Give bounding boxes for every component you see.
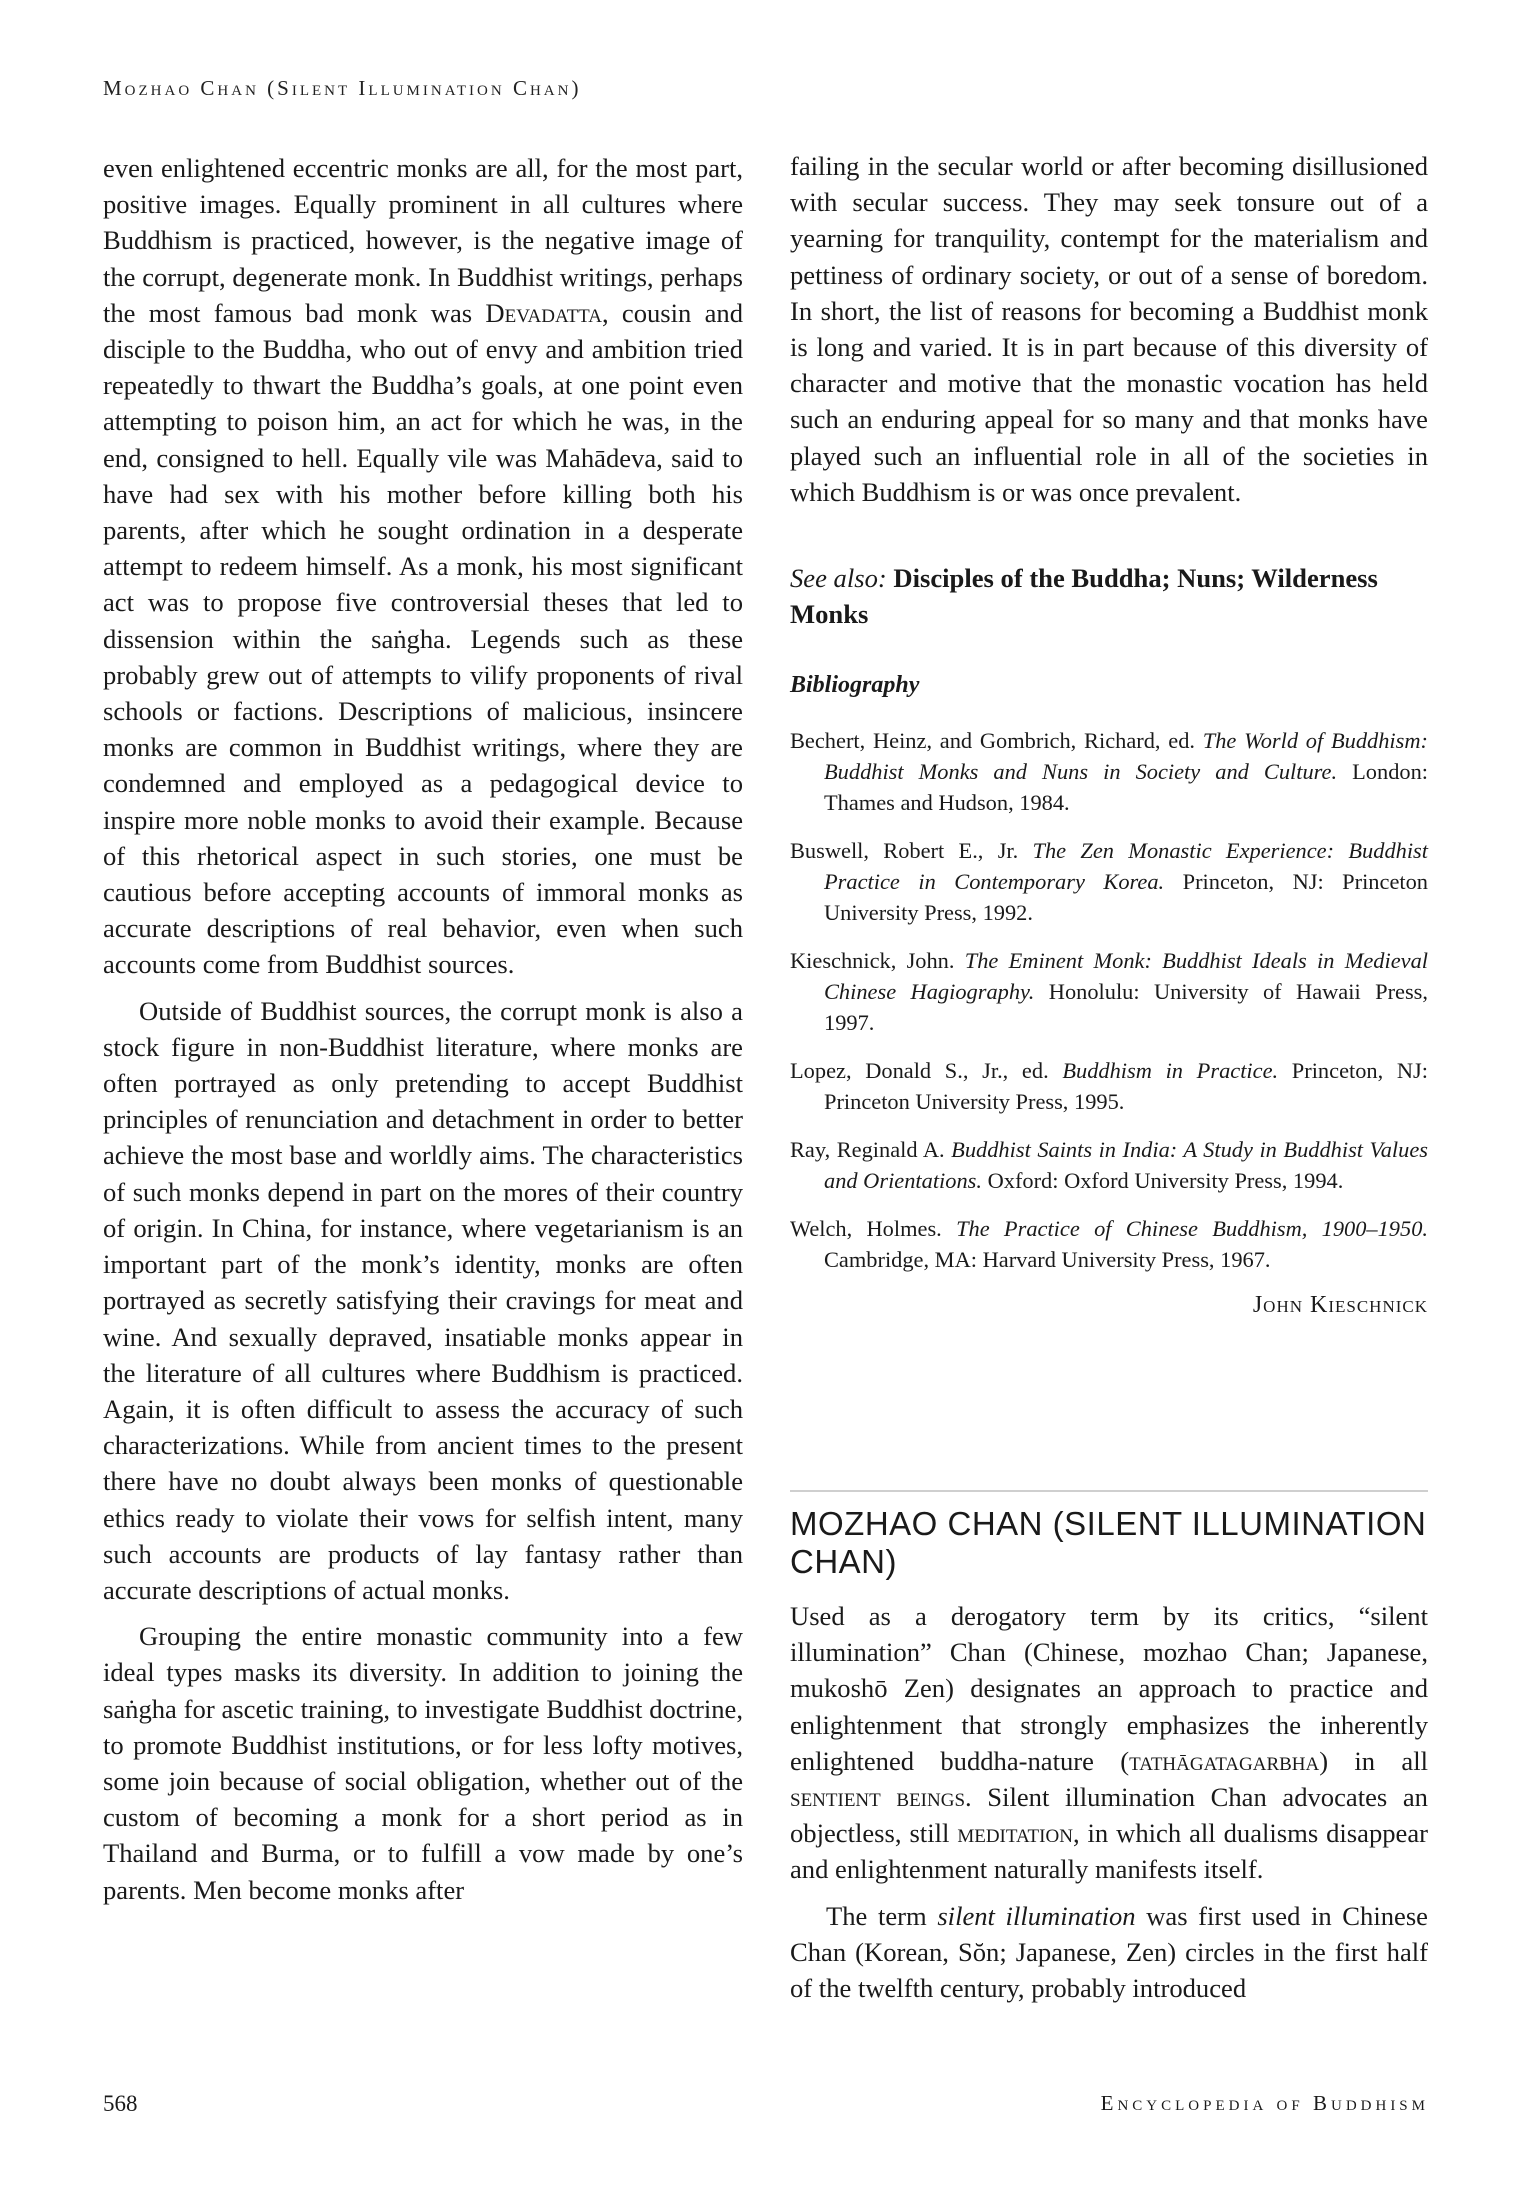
author-signature: John Kieschnick	[1252, 1292, 1428, 1319]
running-head: Mozhao Chan (Silent Illumination Chan)	[103, 76, 582, 100]
book-title: Encyclopedia of Buddhism	[1100, 2091, 1429, 2115]
cross-reference-link[interactable]: sentient beings	[790, 1782, 966, 1813]
right-column	[790, 148, 1428, 1319]
body-paragraph: The term silent illumination was first used in Chinese Chan (Korean, Sŏn; Japanese, Zen) circles in the first half of the twelfth century, probably introduced	[790, 1900, 1428, 2004]
cross-reference-link[interactable]: Devadatta	[485, 297, 602, 328]
cross-reference-link[interactable]: tathāgatagarbha	[1129, 1745, 1320, 1776]
body-paragraph: Used as a derogatory term by its critics, “silent illumination” Chan (Chinese, mozhao Chan; Japanese, mukoshō Zen) designates an approach to practice and enlightenment that strongly emphasizes the inherently enlightened buddha-nature (tathāgatagarbha) in all sentient beings. Silent illumination Chan advocates an objectless, still meditation, in which all dualisms disappear and enlightenment naturally manifests itself.	[790, 1601, 1429, 1885]
see-also-links[interactable]: Disciples of the Buddha; Nuns; Wilderness Monks	[790, 563, 1378, 630]
body-paragraph: even enlightened eccentric monks are all, for the most part, positive images. Equally prominent in all cultures where Buddhism is practiced, however, is the negative image of the corrupt, degenerate monk. In Buddhist writings, perhaps the most famous bad monk was Devadatta, cousin and disciple to the Buddha, who out of envy and ambition tried repeatedly to thwart the Buddha’s goals, at one point even attempting to poison him, an act for which he was, in the end, consigned to hell. Equally vile was Mahādeva, said to have had sex with his mother before killing both his parents, after which he sought ordination in a desperate attempt to redeem himself. As a monk, his most significant act was to propose five controversial theses that led to dissension within the saṅgha. Legends such as these probably grew out of attempts to vilify proponents of rival schools or factions. Descriptions of malicious, insincere monks are common in Buddhist writings, where they are condemned and employed as a pedagogical device to inspire more noble monks to avoid their example. Because of this rhetorical aspect in such stories, one must be cautious before accepting accounts of immoral monks as accurate descriptions of real behavior, even when such accounts come from Buddhist sources.	[103, 153, 743, 980]
body-paragraph: Outside of Buddhist sources, the corrupt monk is also a stock figure in non-Buddhist literature, where monks are often portrayed as only pretending to accept Buddhist principles of renunciation and detachment in order to better achieve the most base and worldly aims. The characteristics of such monks depend in part on the mores of their country of origin. In China, for instance, where vegetarianism is an important part of the monk’s identity, monks are often portrayed as secretly satisfying their cravings for meat and wine. And sexually depraved, insatiable monks appear in the literature of all cultures where Buddhism is practiced. Again, it is often difficult to assess the accuracy of such characterizations. While from ancient times to the present there have no doubt always been monks of questionable ethics ready to violate their vows for selfish intent, many such accounts are products of lay fantasy rather than accurate descriptions of actual monks.	[103, 995, 743, 1605]
bibliography-heading: Bibliography	[790, 672, 920, 699]
entry-title: MOZHAO CHAN (SILENT ILLUMINATION CHAN)	[790, 1505, 1427, 1580]
bibliography-entry: Kieschnick, John. The Eminent Monk: Buddhist Ideals in Medieval Chinese Hagiography. Honolulu: University of Hawaii Press, 1997.	[790, 948, 1428, 1036]
see-also-label: See also:	[790, 563, 887, 594]
bibliography-list	[790, 725, 1428, 1275]
page-number: 568	[103, 2091, 138, 2116]
body-paragraph: Grouping the entire monastic community into a few ideal types masks its diversity. In addition to joining the saṅgha for ascetic training, to investigate Buddhist doctrine, to promote Buddhist institutions, or for less lofty motives, some join because of social obligation, whether out of the custom of becoming a monk for a short period as in Thailand and Burma, or to fulfill a vow made by one’s parents. Men become monks after	[103, 1621, 743, 1905]
left-column	[103, 150, 743, 1908]
bibliography-entry: Bechert, Heinz, and Gombrich, Richard, ed. The World of Buddhism: Buddhist Monks and Nuns in Society and Culture. London: Thames and Hudson, 1984.	[790, 728, 1428, 816]
bibliography-entry: Ray, Reginald A. Buddhist Saints in India: A Study in Buddhist Values and Orientations. Oxford: Oxford University Press, 1994.	[790, 1137, 1428, 1194]
cross-reference-link[interactable]: meditation	[957, 1818, 1073, 1849]
bibliography-entry: Buswell, Robert E., Jr. The Zen Monastic Experience: Buddhist Practice in Contemporary Korea. Princeton, NJ: Princeton University Press, 1992.	[790, 838, 1428, 926]
bibliography-entry: Lopez, Donald S., Jr., ed. Buddhism in Practice. Princeton, NJ: Princeton University Press, 1995.	[790, 1058, 1428, 1115]
bibliography-entry: Welch, Holmes. The Practice of Chinese Buddhism, 1900–1950. Cambridge, MA: Harvard University Press, 1967.	[790, 1216, 1428, 1273]
section-divider	[790, 1490, 1428, 1492]
body-paragraph: failing in the secular world or after becoming disillusioned with secular success. They may seek tonsure out of a yearning for tranquility, contempt for the materialism and pettiness of ordinary society, or out of a sense of boredom. In short, the list of reasons for becoming a Buddhist monk is long and varied. It is in part because of this diversity of character and motive that the monastic vocation has held such an enduring appeal for so many and that monks have played such an influential role in all of the societies in which Buddhism is or was once prevalent.	[790, 151, 1428, 507]
new-entry-body	[790, 1598, 1428, 2006]
see-also	[790, 560, 1428, 632]
